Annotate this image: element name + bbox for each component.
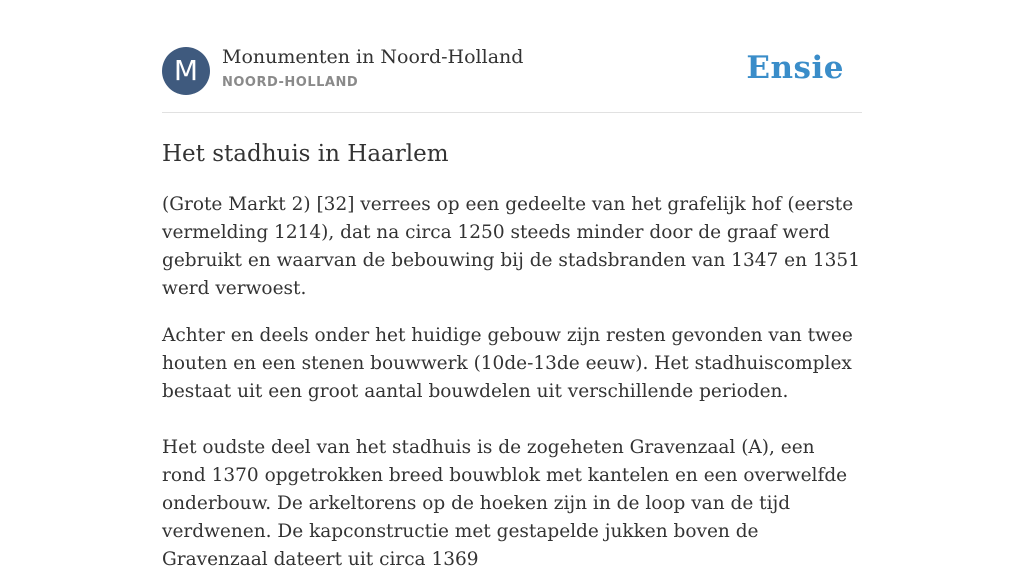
source-header bbox=[162, 0, 862, 113]
article-paragraph-3: Het oudste deel van het stadhuis is de zogeheten Gravenzaal (A), een rond 1370 opgetrokken breed bouwblok met kantelen en een overwelfde onderbouw. De arkeltorens op de hoeken zijn in de loop van de tijd verdwenen. De kapconstructie met gestapelde jukken boven de Gravenzaal dateert uit circa 1369 bbox=[162, 437, 848, 570]
article-paragraph-2: Achter en deels onder het huidige gebouw zijn resten gevonden van twee houten en een stenen bouwwerk (10de-13de eeuw). Het stadhuiscomplex bestaat uit een groot aantal bouwdelen uit verschillende perioden. bbox=[162, 325, 853, 402]
article-title: Het stadhuis in Haarlem bbox=[162, 141, 449, 167]
source-title[interactable]: Monumenten in Noord-Holland bbox=[222, 46, 524, 68]
source-avatar[interactable]: M bbox=[162, 47, 210, 95]
source-subtitle[interactable]: NOORD-HOLLAND bbox=[222, 75, 359, 90]
article-card bbox=[162, 0, 862, 570]
ensie-logo[interactable]: Ensie bbox=[746, 50, 844, 86]
article-paragraph-1: (Grote Markt 2) [32] verrees op een gedeelte van het grafelijk hof (eerste vermelding 1214), dat na circa 1250 steeds minder door de graaf werd gebruikt en waarvan de bebouwing bij de stadsbranden van 1347 en 1351 werd verwoest. bbox=[162, 194, 860, 299]
